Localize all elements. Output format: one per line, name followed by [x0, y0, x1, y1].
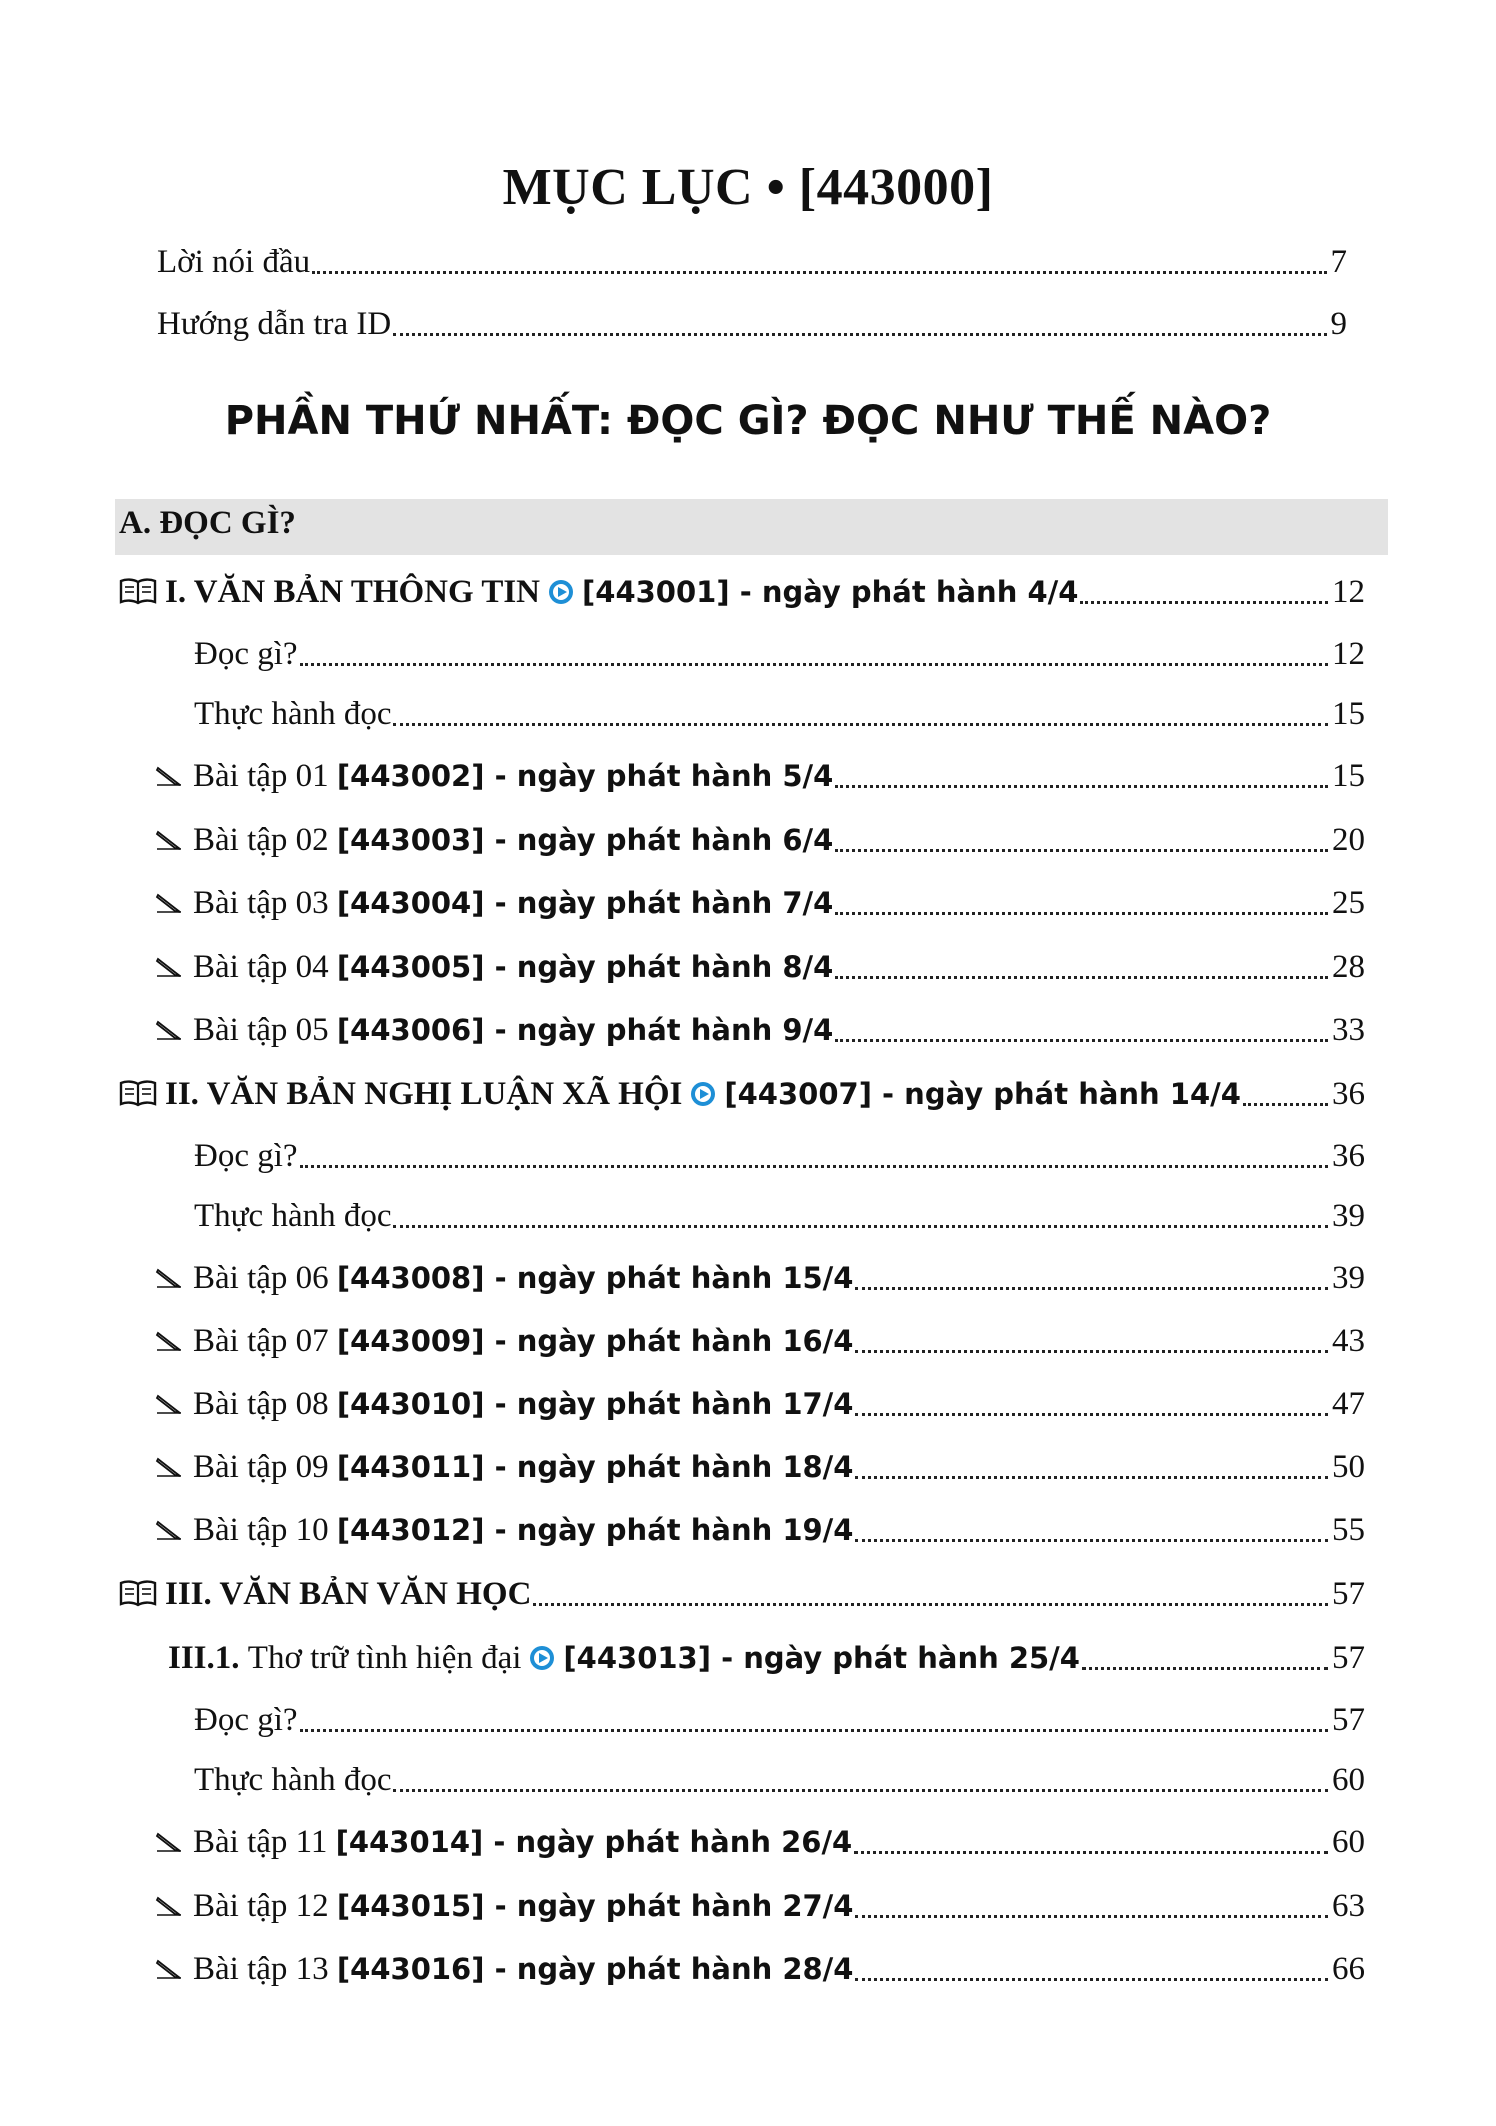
- toc-exercise[interactable]: [155, 1382, 1365, 1426]
- toc-exercise[interactable]: [155, 945, 1365, 989]
- exercise-label: Bài tập 09: [193, 1449, 329, 1485]
- toc-entry-label: Thực hành đọc: [194, 696, 392, 732]
- pencil-icon: [155, 1830, 183, 1854]
- exercise-code: [443015] - ngày phát hành 27/4: [336, 1889, 854, 1923]
- play-circle-icon[interactable]: [529, 1645, 555, 1671]
- toc-entry-id-guide[interactable]: [157, 302, 1347, 346]
- toc-entry-thuc-hanh-doc[interactable]: [194, 1194, 1365, 1238]
- section-a-label: A. ĐỌC GÌ?: [119, 505, 296, 541]
- exercise-label: Bài tập 02: [193, 822, 329, 858]
- toc-entry-doc-gi[interactable]: [194, 1134, 1365, 1178]
- dot-leader: [1243, 1103, 1328, 1106]
- toc-page-number: 36: [1332, 1076, 1365, 1112]
- toc-entry-doc-gi[interactable]: [194, 1698, 1365, 1742]
- toc-page-number: 36: [1332, 1138, 1365, 1174]
- toc-page-number: 47: [1332, 1386, 1365, 1422]
- play-circle-icon[interactable]: [690, 1081, 716, 1107]
- section-a-bar: [115, 499, 1388, 555]
- section-title: II. VĂN BẢN NGHỊ LUẬN XÃ HỘI: [165, 1076, 683, 1112]
- dot-leader: [855, 1350, 1328, 1353]
- toc-page-number: 20: [1332, 822, 1365, 858]
- pencil-icon: [155, 1957, 183, 1981]
- exercise-code: [443010] - ngày phát hành 17/4: [336, 1387, 854, 1421]
- exercise-label: Bài tập 01: [193, 758, 329, 794]
- toc-entry-label: Đọc gì?: [194, 636, 298, 672]
- pencil-icon: [155, 1894, 183, 1918]
- dot-leader: [855, 1413, 1328, 1416]
- toc-entry-label: Thực hành đọc: [194, 1198, 392, 1234]
- section-title: I. VĂN BẢN THÔNG TIN: [165, 574, 541, 610]
- toc-page-number: 7: [1330, 244, 1347, 280]
- exercise-label: Bài tập 11: [193, 1824, 328, 1860]
- toc-page-number: 25: [1332, 885, 1365, 921]
- toc-page-number: 43: [1332, 1323, 1365, 1359]
- pencil-icon: [155, 1266, 183, 1290]
- toc-page-number: 15: [1332, 758, 1365, 794]
- toc-entry-thuc-hanh-doc[interactable]: [194, 692, 1365, 736]
- dot-leader: [855, 1915, 1328, 1918]
- exercise-label: Bài tập 10: [193, 1512, 329, 1548]
- dot-leader: [312, 271, 1326, 274]
- exercise-code: [443011] - ngày phát hành 18/4: [336, 1450, 854, 1484]
- pencil-icon: [155, 891, 183, 915]
- toc-exercise[interactable]: [155, 1947, 1365, 1991]
- dot-leader: [855, 1287, 1328, 1290]
- toc-entry-thuc-hanh-doc[interactable]: [194, 1758, 1365, 1802]
- toc-page-number: 60: [1332, 1762, 1365, 1798]
- pencil-icon: [155, 955, 183, 979]
- open-book-icon: [119, 1579, 157, 1607]
- toc-entry-foreword[interactable]: [157, 240, 1347, 284]
- toc-exercise[interactable]: [155, 1884, 1365, 1928]
- exercise-code: [443003] - ngày phát hành 6/4: [336, 823, 834, 857]
- subsection-code: [443013] - ngày phát hành 25/4: [563, 1641, 1080, 1675]
- toc-page-number: 39: [1332, 1260, 1365, 1296]
- subsection-title: Thơ trữ tình hiện đại: [247, 1640, 522, 1676]
- section-code: [443001] - ngày phát hành 4/4: [582, 575, 1079, 609]
- toc-entry-doc-gi[interactable]: [194, 632, 1365, 676]
- exercise-code: [443012] - ngày phát hành 19/4: [336, 1513, 854, 1547]
- toc-page-number: 66: [1332, 1951, 1365, 1987]
- exercise-code: [443016] - ngày phát hành 28/4: [336, 1952, 854, 1986]
- dot-leader: [1082, 1667, 1328, 1670]
- toc-page-number: 63: [1332, 1888, 1365, 1924]
- toc-exercise[interactable]: [155, 754, 1365, 798]
- toc-page-number: 28: [1332, 949, 1365, 985]
- exercise-code: [443008] - ngày phát hành 15/4: [336, 1261, 854, 1295]
- toc-page-number: 57: [1332, 1640, 1365, 1676]
- exercise-code: [443005] - ngày phát hành 8/4: [336, 950, 834, 984]
- dot-leader: [393, 1225, 1328, 1228]
- toc-page-number: 15: [1332, 696, 1365, 732]
- toc-exercise[interactable]: [155, 1008, 1365, 1052]
- open-book-icon: [119, 1079, 157, 1107]
- pencil-icon: [155, 1392, 183, 1416]
- toc-entry-label: Hướng dẫn tra ID: [157, 306, 392, 342]
- exercise-code: [443014] - ngày phát hành 26/4: [335, 1825, 853, 1859]
- toc-exercise[interactable]: [155, 1319, 1365, 1363]
- exercise-label: Bài tập 04: [193, 949, 329, 985]
- pencil-icon: [155, 1329, 183, 1353]
- toc-subsection-3-1[interactable]: [168, 1636, 1365, 1680]
- dot-leader: [855, 1476, 1328, 1479]
- toc-page-number: 57: [1332, 1702, 1365, 1738]
- toc-exercise[interactable]: [155, 1508, 1365, 1552]
- toc-page-number: 50: [1332, 1449, 1365, 1485]
- dot-leader: [533, 1603, 1328, 1606]
- toc-section-1[interactable]: [119, 570, 1365, 614]
- toc-entry-label: Đọc gì?: [194, 1702, 298, 1738]
- dot-leader: [835, 849, 1328, 852]
- toc-page-number: 12: [1332, 636, 1365, 672]
- pencil-icon: [155, 828, 183, 852]
- dot-leader: [393, 1789, 1328, 1792]
- toc-exercise[interactable]: [155, 818, 1365, 862]
- exercise-label: Bài tập 08: [193, 1386, 329, 1422]
- exercise-code: [443006] - ngày phát hành 9/4: [336, 1013, 834, 1047]
- exercise-label: Bài tập 12: [193, 1888, 329, 1924]
- play-circle-icon[interactable]: [548, 579, 574, 605]
- toc-page-number: 33: [1332, 1012, 1365, 1048]
- dot-leader: [300, 1165, 1328, 1168]
- toc-entry-label: Lời nói đầu: [157, 244, 311, 280]
- subsection-number: III.1.: [168, 1640, 240, 1676]
- exercise-label: Bài tập 05: [193, 1012, 329, 1048]
- dot-leader: [393, 333, 1326, 336]
- exercise-label: Bài tập 07: [193, 1323, 329, 1359]
- exercise-label: Bài tập 03: [193, 885, 329, 921]
- toc-page-number: 12: [1332, 574, 1365, 610]
- toc-entry-label: Thực hành đọc: [194, 1762, 392, 1798]
- toc-page-number: 9: [1330, 306, 1347, 342]
- toc-page-number: 57: [1332, 1576, 1365, 1612]
- dot-leader: [854, 1851, 1328, 1854]
- exercise-label: Bài tập 06: [193, 1260, 329, 1296]
- dot-leader: [835, 976, 1328, 979]
- toc-section-3[interactable]: [119, 1572, 1365, 1616]
- open-book-icon: [119, 577, 157, 605]
- dot-leader: [855, 1978, 1328, 1981]
- exercise-code: [443004] - ngày phát hành 7/4: [336, 886, 834, 920]
- pencil-icon: [155, 1018, 183, 1042]
- part-heading: PHẦN THỨ NHẤT: ĐỌC GÌ? ĐỌC NHƯ THẾ NÀO?: [224, 398, 1272, 444]
- dot-leader: [835, 785, 1328, 788]
- toc-entry-label: Đọc gì?: [194, 1138, 298, 1174]
- dot-leader: [300, 663, 1328, 666]
- section-code: [443007] - ngày phát hành 14/4: [724, 1077, 1241, 1111]
- toc-exercise[interactable]: [155, 881, 1365, 925]
- exercise-code: [443009] - ngày phát hành 16/4: [336, 1324, 854, 1358]
- dot-leader: [835, 912, 1328, 915]
- toc-page-number: 39: [1332, 1198, 1365, 1234]
- page-title: MỤC LỤC • [443000]: [502, 159, 994, 216]
- dot-leader: [300, 1729, 1328, 1732]
- toc-page-number: 60: [1332, 1824, 1365, 1860]
- toc-exercise[interactable]: [155, 1445, 1365, 1489]
- toc-page-number: 55: [1332, 1512, 1365, 1548]
- pencil-icon: [155, 1455, 183, 1479]
- dot-leader: [835, 1039, 1328, 1042]
- dot-leader: [393, 723, 1328, 726]
- dot-leader: [855, 1539, 1328, 1542]
- pencil-icon: [155, 764, 183, 788]
- toc-exercise[interactable]: [155, 1256, 1365, 1300]
- exercise-label: Bài tập 13: [193, 1951, 329, 1987]
- pencil-icon: [155, 1518, 183, 1542]
- exercise-code: [443002] - ngày phát hành 5/4: [336, 759, 834, 793]
- toc-exercise[interactable]: [155, 1820, 1365, 1864]
- dot-leader: [1080, 601, 1328, 604]
- toc-section-2[interactable]: [119, 1072, 1365, 1116]
- section-title: III. VĂN BẢN VĂN HỌC: [165, 1576, 532, 1612]
